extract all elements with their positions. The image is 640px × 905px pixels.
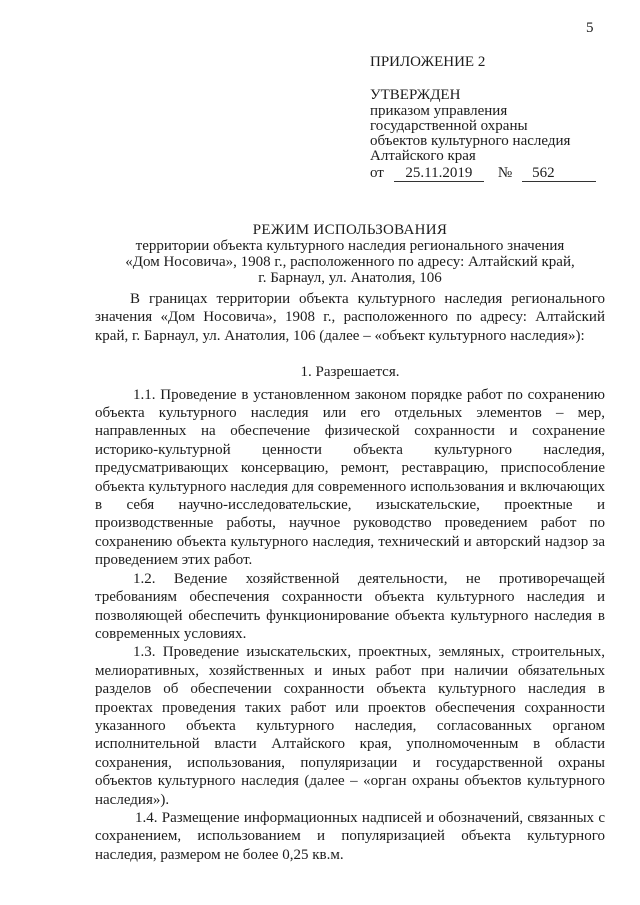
title-line: территории объекта культурного наследия регионального значения (135, 238, 565, 254)
title-main: РЕЖИМ ИСПОЛЬЗОВАНИЯ (252, 222, 448, 238)
page-number: 5 (586, 20, 594, 36)
document-title (100, 222, 600, 286)
order-line: государственной охраны (370, 118, 528, 134)
title-line: г. Барнаул, ул. Анатолия, 106 (258, 270, 442, 286)
order-date: 25.11.2019 (394, 165, 484, 182)
order-line: объектов культурного наследия (370, 133, 571, 149)
order-number: 562 (522, 165, 596, 182)
order-date-number-row (370, 165, 610, 182)
intro-paragraph: В границах территории объекта культурного наследия регионального значения «Дом Носовича», 1908 г., расположенного по адресу: Алтайский край, г. Барнаул, ул. Анатолия, 106 (далее – «объект культурного наследия»): (95, 291, 605, 344)
order-line: Алтайского края (370, 148, 476, 164)
approved-label: УТВЕРЖДЕН (370, 87, 461, 103)
title-line: «Дом Носовича», 1908 г., расположенного по адресу: Алтайский край, (125, 254, 575, 270)
order-line: приказом управления (370, 103, 508, 119)
appendix-label: ПРИЛОЖЕНИЕ 2 (370, 54, 486, 70)
list-item: 1.3. Проведение изыскательских, проектных, земляных, строительных, мелиоративных, хозяйственных и иных работ при наличии обязательных разделов об обеспечении сохранности объекта культурного наследия в проектах проведения таких работ или проектов обеспечения сохранности указанного объекта культурного наследия, согласованных органом исполнительной власти Алтайского края, уполномоченным в области сохранения, использования, популяризации и государственной охраны объектов культурного наследия (далее – «орган охраны объектов культурного наследия»). (95, 644, 605, 808)
approval-block (370, 54, 610, 182)
date-prefix: от (370, 165, 384, 181)
section-heading: 1. Разрешается. (300, 364, 400, 381)
number-label: № (497, 165, 513, 181)
list-item: 1.2. Ведение хозяйственной деятельности, не противоречащей требованиям обеспечения сохранности объекта культурного наследия и позволяющей обеспечить функционирование объекта культурного наследия в современных условиях. (95, 570, 605, 642)
list-item: 1.1. Проведение в установленном законом порядке работ по сохранению объекта культурного наследия или его отдельных элементов – мер, направленных на обеспечение физической сохранности и сохранение историко-культурной ценности объекта культурного наследия, предусматривающих консервацию, ремонт, реставрацию, приспособление объекта культурного наследия для современного использования и включающих в себя научно-исследовательские, изыскательские, проектные и производственные работы, научное руководство проведением работ по сохранению объекта культурного наследия, технический и авторский надзор за проведением этих работ. (95, 386, 605, 569)
list-item: 1.4. Размещение информационных надписей и обозначений, связанных с сохранением, использованием и популяризацией объекта культурного наследия, размером не более 0,25 кв.м. (95, 809, 605, 863)
document-body (95, 290, 605, 864)
